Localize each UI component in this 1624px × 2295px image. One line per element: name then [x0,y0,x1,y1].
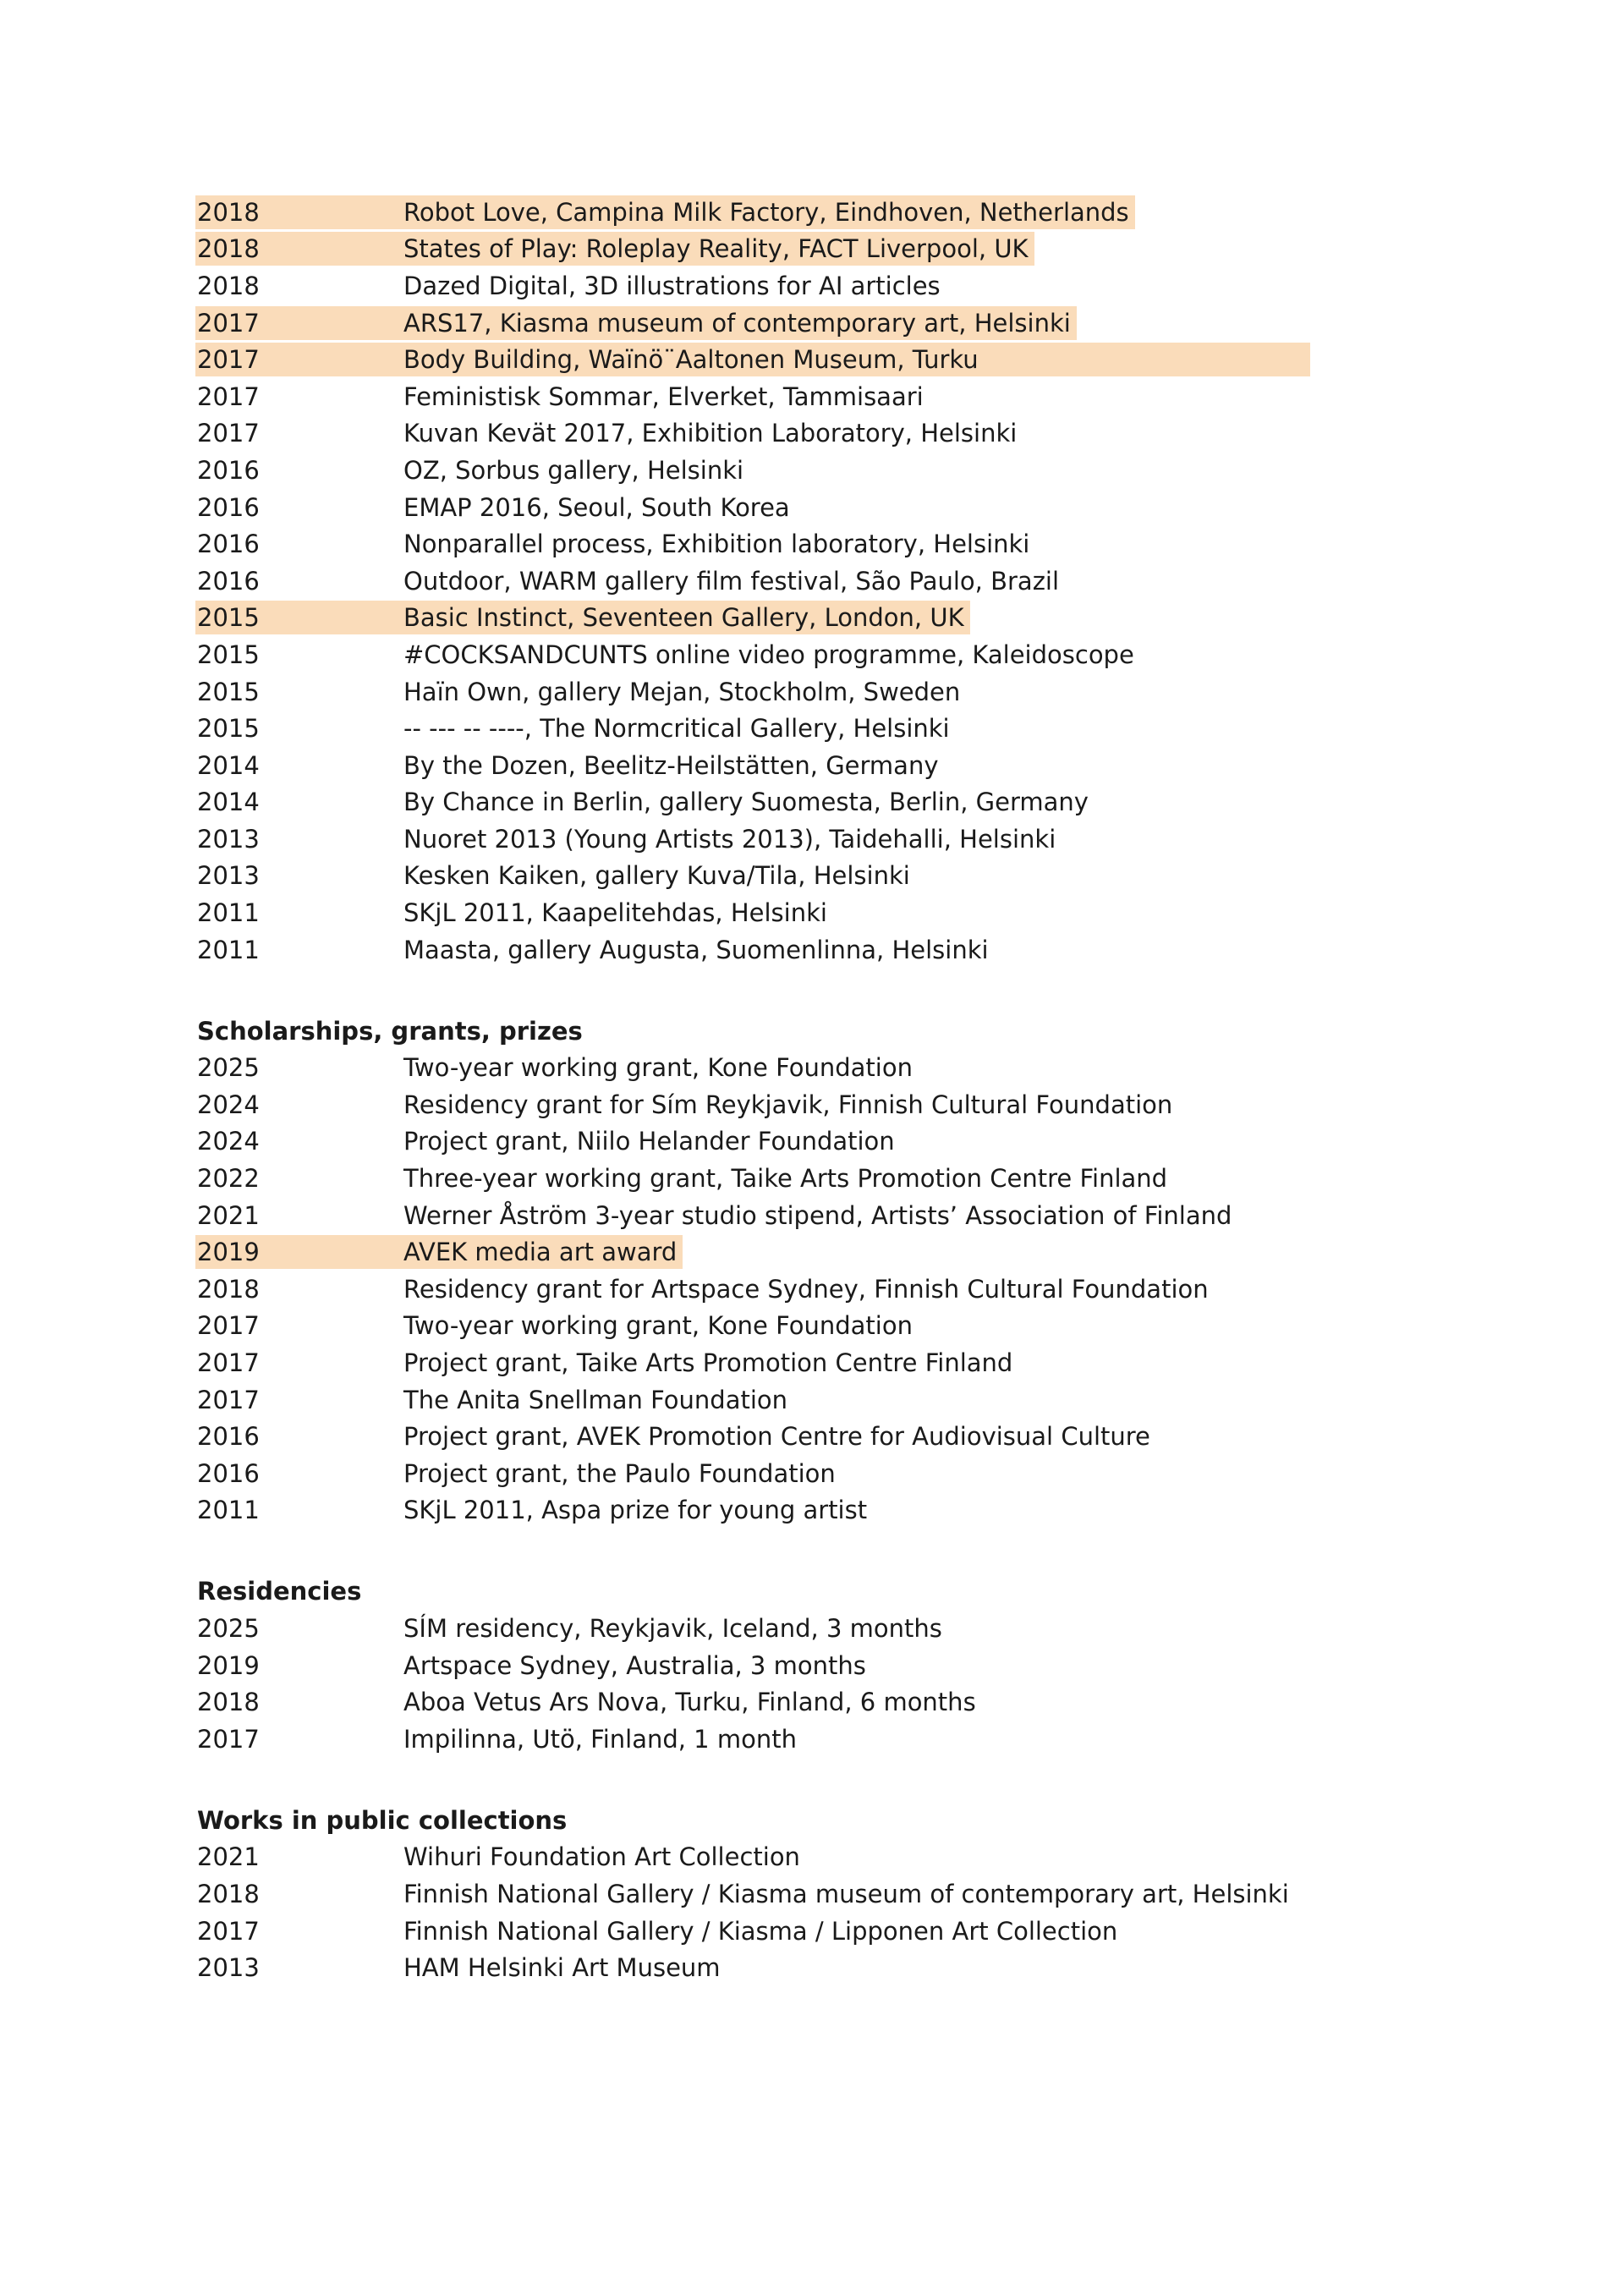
year-cell: 2018 [197,1688,260,1717]
row-highlight-wrap [195,1649,872,1683]
cv-row [195,489,1310,526]
cv-row [195,673,1310,711]
row-highlight-wrap [195,416,1023,450]
cv-row [195,1839,1310,1876]
year-cell: 2018 [197,197,260,227]
year-cell: 2017 [197,382,260,411]
entry-text: By Chance in Berlin, gallery Suomesta, Berlin, Germany [403,788,1089,817]
entry-text: Finnish National Gallery / Kiasma / Lipponen Art Collection [403,1916,1118,1946]
year-cell: 2015 [197,603,260,633]
entry-text: -- --- -- ----, The Normcritical Gallery, Helsinki [403,714,950,744]
cv-row [195,1271,1310,1308]
year-cell: 2011 [197,898,260,928]
entry-text: Two-year working grant, Kone Foundation [403,1311,913,1341]
year-cell: 2018 [197,234,260,264]
row-highlight-wrap [195,1685,982,1719]
row-highlight-wrap [195,1235,683,1269]
row-highlight-wrap [195,1611,948,1645]
cv-row [195,1344,1310,1381]
year-cell: 2017 [197,1311,260,1341]
year-cell: 2024 [197,1127,260,1156]
entry-text: Project grant, Niilo Helander Foundation [403,1127,895,1156]
cv-row [195,747,1310,784]
entry-text: Three-year working grant, Taike Arts Promotion Centre Finland [403,1164,1168,1194]
cv-row [195,452,1310,489]
cv-row [195,1381,1310,1419]
cv-row [195,1492,1310,1529]
year-cell: 2017 [197,1385,260,1414]
entry-text: Wihuri Foundation Art Collection [403,1842,800,1872]
year-cell: 2013 [197,824,260,854]
cv-row [195,1049,1310,1086]
row-highlight-wrap [195,896,833,930]
year-cell: 2016 [197,1422,260,1452]
section-heading: Scholarships, grants, prizes [197,1016,583,1046]
entry-text: States of Play: Roleplay Reality, FACT Liverpool, UK [403,234,1029,264]
cv-row [195,267,1310,305]
year-cell: 2016 [197,492,260,522]
cv-row [195,1455,1310,1492]
row-highlight-wrap [195,785,1095,819]
row-highlight-wrap [195,933,995,967]
row-highlight-wrap [195,859,916,892]
row-highlight-wrap [195,749,945,782]
cv-row [195,341,1310,378]
entry-text: Haïn Own, gallery Mejan, Stockholm, Sweden [403,677,961,706]
entry-text: Project grant, the Paulo Foundation [403,1458,836,1488]
year-cell: 2014 [197,788,260,817]
year-cell: 2017 [197,1916,260,1946]
row-highlight-wrap [195,269,946,303]
cv-row [195,1123,1310,1161]
year-cell: 2016 [197,1458,260,1488]
cv-row [195,1233,1310,1271]
row-highlight-wrap [195,1951,727,1985]
year-cell: 2016 [197,455,260,485]
entry-text: Artspace Sydney, Australia, 3 months [403,1650,866,1680]
entry-text: Body Building, Waïnö¨Aaltonen Museum, Turku [403,345,979,375]
entry-text: HAM Helsinki Art Museum [403,1953,721,1983]
entry-text: Impilinna, Utö, Finland, 1 month [403,1724,797,1754]
cv-row [195,1721,1310,1758]
row-highlight-wrap [195,1088,1178,1122]
row-highlight-wrap [195,232,1034,266]
row-highlight-wrap [195,1722,803,1756]
entry-text: EMAP 2016, Seoul, South Korea [403,492,790,522]
cv-row [195,1875,1310,1913]
year-cell: 2015 [197,714,260,744]
year-cell: 2011 [197,935,260,964]
entry-text: Aboa Vetus Ars Nova, Turku, Finland, 6 months [403,1688,976,1717]
row-highlight-wrap [195,343,1310,376]
entry-text: AVEK media art award [403,1238,678,1267]
row-highlight-wrap [195,711,956,745]
cv-row [195,600,1310,637]
year-cell: 2017 [197,345,260,375]
entry-text: OZ, Sorbus gallery, Helsinki [403,455,744,485]
row-highlight-wrap [195,1272,1215,1306]
row-highlight-wrap [195,1840,806,1874]
year-cell: 2016 [197,566,260,596]
row-highlight-wrap [195,1457,842,1491]
cv-row [195,1418,1310,1455]
row-highlight-wrap [195,453,749,487]
row-highlight-wrap [195,491,796,524]
row-highlight-wrap [195,380,930,414]
row-highlight-wrap [195,638,1140,672]
row-highlight-wrap [195,1051,919,1084]
row-highlight-wrap [195,306,1077,340]
year-cell: 2019 [197,1238,260,1267]
year-cell: 2018 [197,1879,260,1908]
cv-row [195,1086,1310,1123]
cv-row [195,784,1310,821]
entry-text: Robot Love, Campina Milk Factory, Eindhoven, Netherlands [403,197,1129,227]
row-highlight-wrap [195,1914,1123,1948]
entry-text: Nonparallel process, Exhibition laboratory, Helsinki [403,530,1030,559]
year-cell: 2016 [197,530,260,559]
cv-row [195,1949,1310,1986]
cv-row [195,525,1310,563]
year-cell: 2017 [197,1348,260,1377]
row-highlight-wrap [195,1493,873,1527]
cv-row [195,710,1310,747]
year-cell: 2025 [197,1613,260,1643]
cv-row [195,563,1310,600]
entry-text: The Anita Snellman Foundation [403,1385,788,1414]
entry-text: Finnish National Gallery / Kiasma museum of contemporary art, Helsinki [403,1879,1289,1908]
year-cell: 2017 [197,1724,260,1754]
row-highlight-wrap [195,195,1135,229]
cv-row [195,1610,1310,1647]
entry-text: Basic Instinct, Seventeen Gallery, London, UK [403,603,964,633]
entry-text: Kesken Kaiken, gallery Kuva/Tila, Helsinki [403,861,910,891]
entry-text: Kuvan Kevät 2017, Exhibition Laboratory, Helsinki [403,419,1018,448]
year-cell: 2018 [197,1274,260,1304]
entry-text: Feministisk Sommar, Elverket, Tammisaari [403,382,924,411]
year-cell: 2013 [197,1953,260,1983]
row-highlight-wrap [195,822,1062,856]
entry-text: By the Dozen, Beelitz-Heilstätten, Germany [403,750,939,780]
entry-text: Project grant, AVEK Promotion Centre for Audiovisual Culture [403,1422,1150,1452]
cv-row [195,1647,1310,1684]
row-highlight-wrap [195,1124,901,1158]
entry-text: SKjL 2011, Aspa prize for young artist [403,1496,868,1525]
cv-page-content [195,194,1310,1986]
year-cell: 2025 [197,1053,260,1083]
year-cell: 2018 [197,271,260,300]
row-highlight-wrap [195,1199,1237,1233]
cv-row [195,1160,1310,1197]
row-highlight-wrap [195,1346,1018,1380]
year-cell: 2022 [197,1164,260,1194]
entry-text: Werner Åström 3-year studio stipend, Artists’ Association of Finland [403,1200,1232,1230]
year-cell: 2017 [197,419,260,448]
cv-row [195,231,1310,268]
row-highlight-wrap [195,1383,793,1417]
cv-row [195,415,1310,453]
row-highlight-wrap [195,675,966,709]
cv-row [195,858,1310,895]
year-cell: 2021 [197,1200,260,1230]
year-cell: 2015 [197,640,260,669]
year-cell: 2024 [197,1090,260,1119]
year-cell: 2017 [197,308,260,338]
entry-text: Maasta, gallery Augusta, Suomenlinna, Helsinki [403,935,989,964]
cv-row [195,378,1310,415]
row-highlight-wrap [195,601,970,634]
cv-row [195,194,1310,231]
cv-row [195,931,1310,969]
cv-row [195,1913,1310,1950]
section-heading: Works in public collections [197,1805,568,1835]
entry-text: ARS17, Kiasma museum of contemporary art, Helsinki [403,308,1071,338]
entry-text: #COCKSANDCUNTS online video programme, Kaleidoscope [403,640,1134,669]
row-highlight-wrap [195,527,1035,561]
year-cell: 2019 [197,1650,260,1680]
year-cell: 2015 [197,677,260,706]
cv-row [195,305,1310,342]
cv-row [195,821,1310,858]
row-highlight-wrap [195,1161,1173,1195]
year-cell: 2014 [197,750,260,780]
entry-text: Nuoret 2013 (Young Artists 2013), Taidehalli, Helsinki [403,824,1056,854]
row-highlight-wrap [195,1309,919,1342]
entry-text: Outdoor, WARM gallery film festival, São Paulo, Brazil [403,566,1060,596]
year-cell: 2013 [197,861,260,891]
entry-text: Two-year working grant, Kone Foundation [403,1053,913,1083]
entry-text: Dazed Digital, 3D illustrations for AI articles [403,271,941,300]
row-highlight-wrap [195,1419,1156,1453]
cv-row [195,636,1310,673]
entry-text: Residency grant for Sím Reykjavik, Finnish Cultural Foundation [403,1090,1173,1119]
year-cell: 2021 [197,1842,260,1872]
row-highlight-wrap [195,1877,1295,1911]
cv-row [195,1308,1310,1345]
entry-text: Residency grant for Artspace Sydney, Finnish Cultural Foundation [403,1274,1209,1304]
section-heading: Residencies [197,1577,362,1606]
entry-text: Project grant, Taike Arts Promotion Centre Finland [403,1348,1013,1377]
cv-row [195,1683,1310,1721]
cv-row [195,1197,1310,1234]
row-highlight-wrap [195,564,1065,598]
entry-text: SKjL 2011, Kaapelitehdas, Helsinki [403,898,827,928]
cv-row [195,894,1310,931]
entry-text: SÍM residency, Reykjavik, Iceland, 3 months [403,1613,942,1643]
year-cell: 2011 [197,1496,260,1525]
